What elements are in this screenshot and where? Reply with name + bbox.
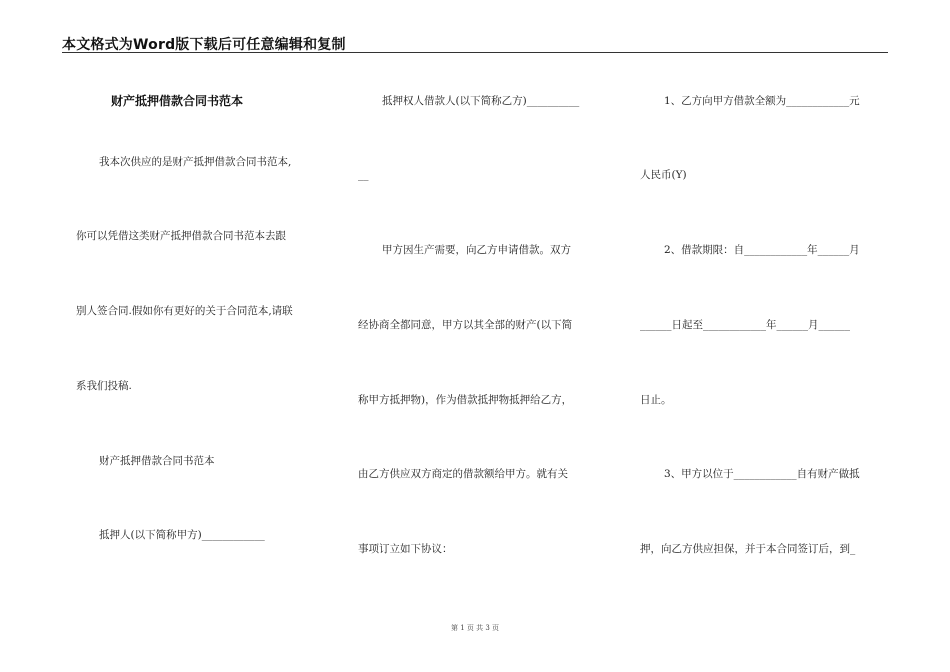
document-title: 财产抵押借款合同书范本 [111,94,244,108]
page-number: 第 1 页 共 3 页 [450,624,500,632]
text-line: 3、甲方以位于____________自有财产做抵 [664,468,860,480]
text-line: 1、乙方向甲方借款全额为____________元 [664,95,860,107]
text-line: 别人签合同.假如你有更好的关于合同范本,请联 [76,305,293,317]
text-line: 甲方因生产需要，向乙方申请借款。双方 [382,244,571,256]
text-line: 系我们投稿. [76,380,132,392]
header-text: 本文格式为Word版下载后可任意编辑和复制 [62,37,346,53]
text-line: 日止。 [640,394,672,406]
text-line: 2、借款期限：自____________年______月 [664,244,860,256]
text-line: 抵押人(以下简称甲方)____________ [99,529,265,541]
right-column [620,0,950,672]
text-line: 称甲方抵押物)，作为借款抵押物抵押给乙方， [358,394,573,406]
text-line: 我本次供应的是财产抵押借款合同书范本, [99,156,292,168]
text-line: 经协商全都同意，甲方以其全部的财产(以下简 [358,319,573,331]
text-line: 抵押权人借款人(以下简称乙方)__________ [382,95,580,107]
middle-column [340,0,620,672]
text-line: 人民币(Y) [640,169,687,181]
text-line: 事项订立如下协议： [358,543,453,555]
left-column [0,0,340,672]
text-line: 押，向乙方供应担保，并于本合同签订后，到_ [640,543,856,555]
text-line: ______日起至____________年______月______ [640,319,850,331]
text-line: __ [358,169,369,181]
text-line: 由乙方供应双方商定的借款额给甲方。就有关 [358,468,568,480]
text-line: 你可以凭借这类财产抵押借款合同书范本去跟 [76,230,286,242]
section-title: 财产抵押借款合同书范本 [99,455,215,467]
